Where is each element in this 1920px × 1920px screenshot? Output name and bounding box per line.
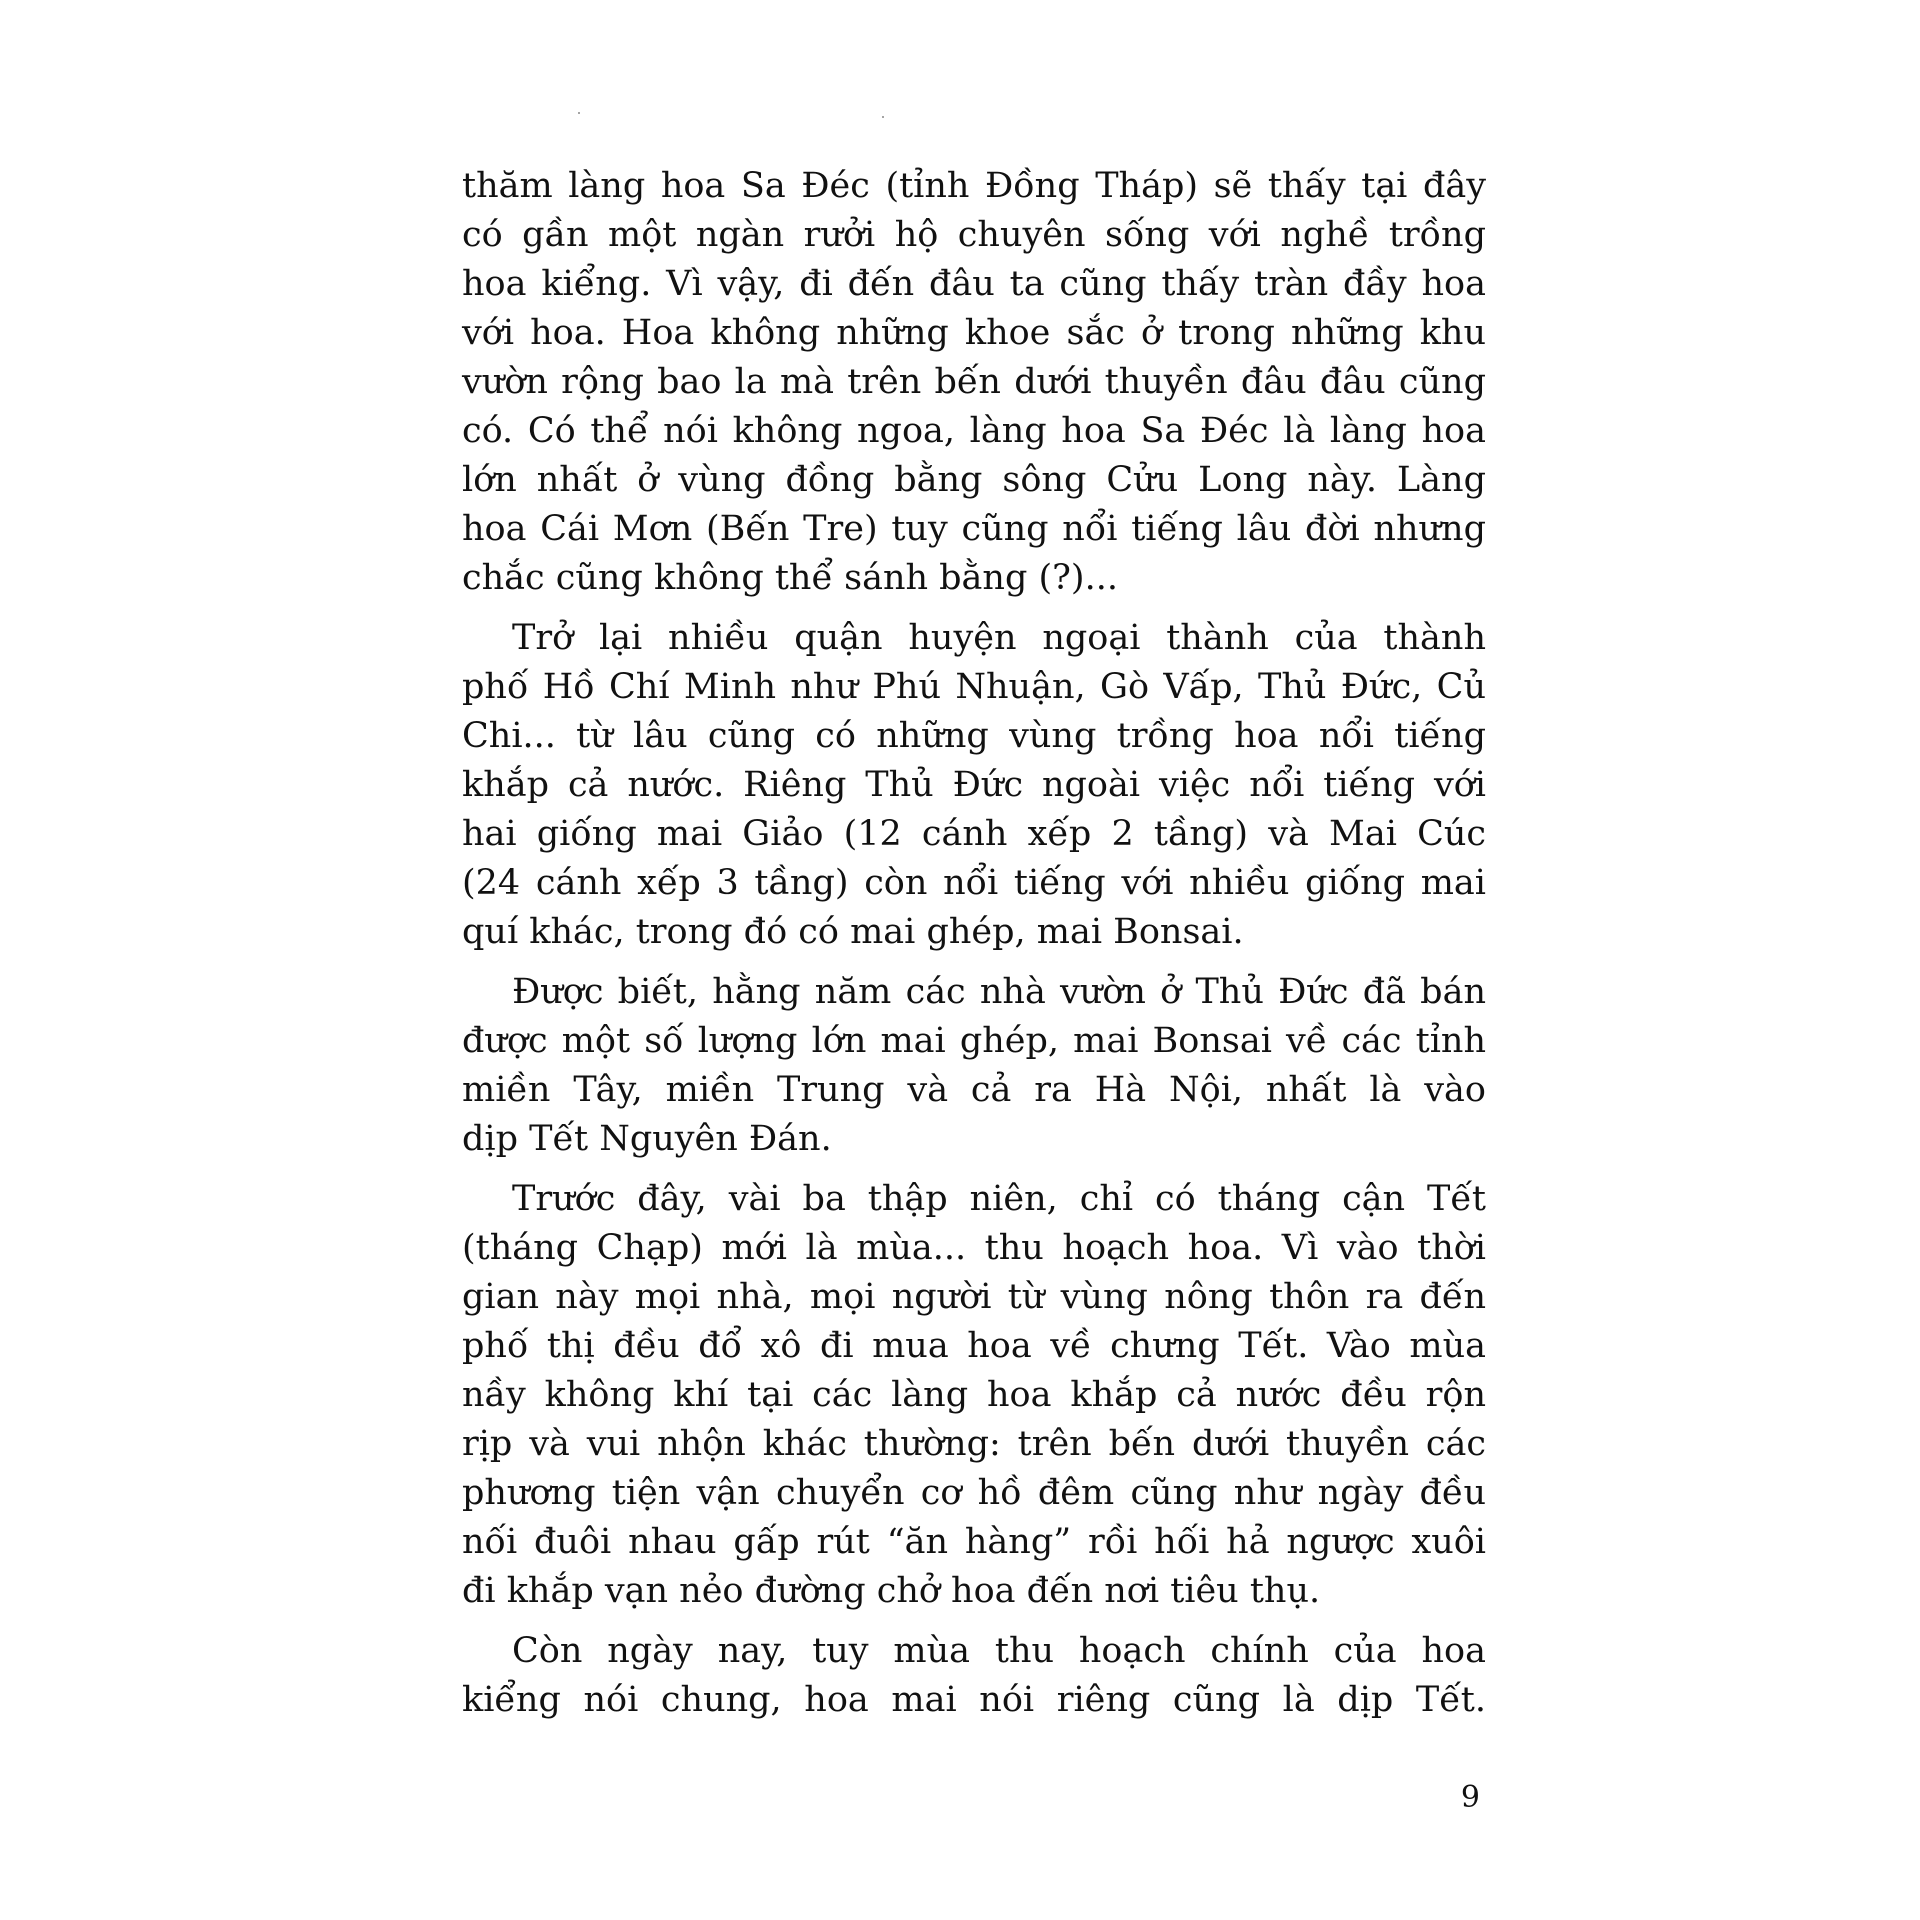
text-line: gian này mọi nhà, mọi người từ vùng nông thôn ra đến (462, 1277, 1486, 1317)
text-line: hoa Cái Mơn (Bến Tre) tuy cũng nổi tiếng lâu đời nhưng (462, 509, 1486, 549)
page-number: 9 (1460, 1780, 1480, 1815)
text-line: có. Có thể nói không ngoa, làng hoa Sa Đéc là làng hoa (462, 411, 1486, 451)
text-line: Chi... từ lâu cũng có những vùng trồng hoa nổi tiếng (462, 716, 1486, 756)
text-line: đi khắp vạn nẻo đường chở hoa đến nơi tiêu thụ. (462, 1571, 1321, 1611)
text-line: quí khác, trong đó có mai ghép, mai Bonsai. (462, 912, 1244, 952)
text-line: phương tiện vận chuyển cơ hồ đêm cũng như ngày đều (462, 1473, 1486, 1513)
text-line: khắp cả nước. Riêng Thủ Đức ngoài việc nổi tiếng với (462, 765, 1486, 805)
paragraph-2 (462, 614, 1486, 957)
paragraph-5 (462, 1627, 1486, 1725)
text-line: (tháng Chạp) mới là mùa... thu hoạch hoa. Vì vào thời (462, 1228, 1486, 1268)
text-line: hai giống mai Giảo (12 cánh xếp 2 tầng) và Mai Cúc (462, 814, 1486, 854)
text-line: với hoa. Hoa không những khoe sắc ở trong những khu (462, 313, 1486, 353)
text-line: Trước đây, vài ba thập niên, chỉ có tháng cận Tết (512, 1179, 1486, 1219)
text-line: lớn nhất ở vùng đồng bằng sông Cửu Long này. Làng (462, 460, 1486, 500)
paragraph-4 (462, 1175, 1486, 1616)
text-line: có gần một ngàn rưởi hộ chuyên sống với nghề trồng (462, 215, 1486, 255)
text-line: nối đuôi nhau gấp rút “ăn hàng” rồi hối hả ngược xuôi (462, 1522, 1486, 1562)
scan-speck (578, 112, 580, 114)
text-line: (24 cánh xếp 3 tầng) còn nổi tiếng với nhiều giống mai (462, 863, 1486, 903)
body-text (462, 162, 1486, 1736)
text-line: vườn rộng bao la mà trên bến dưới thuyền đâu đâu cũng (462, 362, 1486, 402)
text-line: Trở lại nhiều quận huyện ngoại thành của thành (512, 618, 1486, 658)
text-line: chắc cũng không thể sánh bằng (?)... (462, 558, 1118, 598)
text-line: rịp và vui nhộn khác thường: trên bến dưới thuyền các (462, 1424, 1486, 1464)
text-line: kiểng nói chung, hoa mai nói riêng cũng là dịp Tết. (462, 1680, 1486, 1720)
text-line: Được biết, hằng năm các nhà vườn ở Thủ Đức đã bán (512, 972, 1486, 1012)
text-line: dịp Tết Nguyên Đán. (462, 1119, 832, 1159)
text-line: được một số lượng lớn mai ghép, mai Bonsai về các tỉnh (462, 1021, 1486, 1061)
text-line: phố Hồ Chí Minh như Phú Nhuận, Gò Vấp, Thủ Đức, Củ (462, 667, 1486, 707)
text-line: phố thị đều đổ xô đi mua hoa về chưng Tết. Vào mùa (462, 1326, 1486, 1366)
paragraph-3 (462, 968, 1486, 1164)
text-line: thăm làng hoa Sa Đéc (tỉnh Đồng Tháp) sẽ thấy tại đây (462, 166, 1486, 206)
text-line: hoa kiểng. Vì vậy, đi đến đâu ta cũng thấy tràn đầy hoa (462, 264, 1486, 304)
text-line: nầy không khí tại các làng hoa khắp cả nước đều rộn (462, 1375, 1486, 1415)
paragraph-1 (462, 162, 1486, 603)
text-line: miền Tây, miền Trung và cả ra Hà Nội, nhất là vào (462, 1070, 1486, 1110)
text-line: Còn ngày nay, tuy mùa thu hoạch chính của hoa (512, 1631, 1486, 1671)
scan-speck (882, 116, 884, 118)
